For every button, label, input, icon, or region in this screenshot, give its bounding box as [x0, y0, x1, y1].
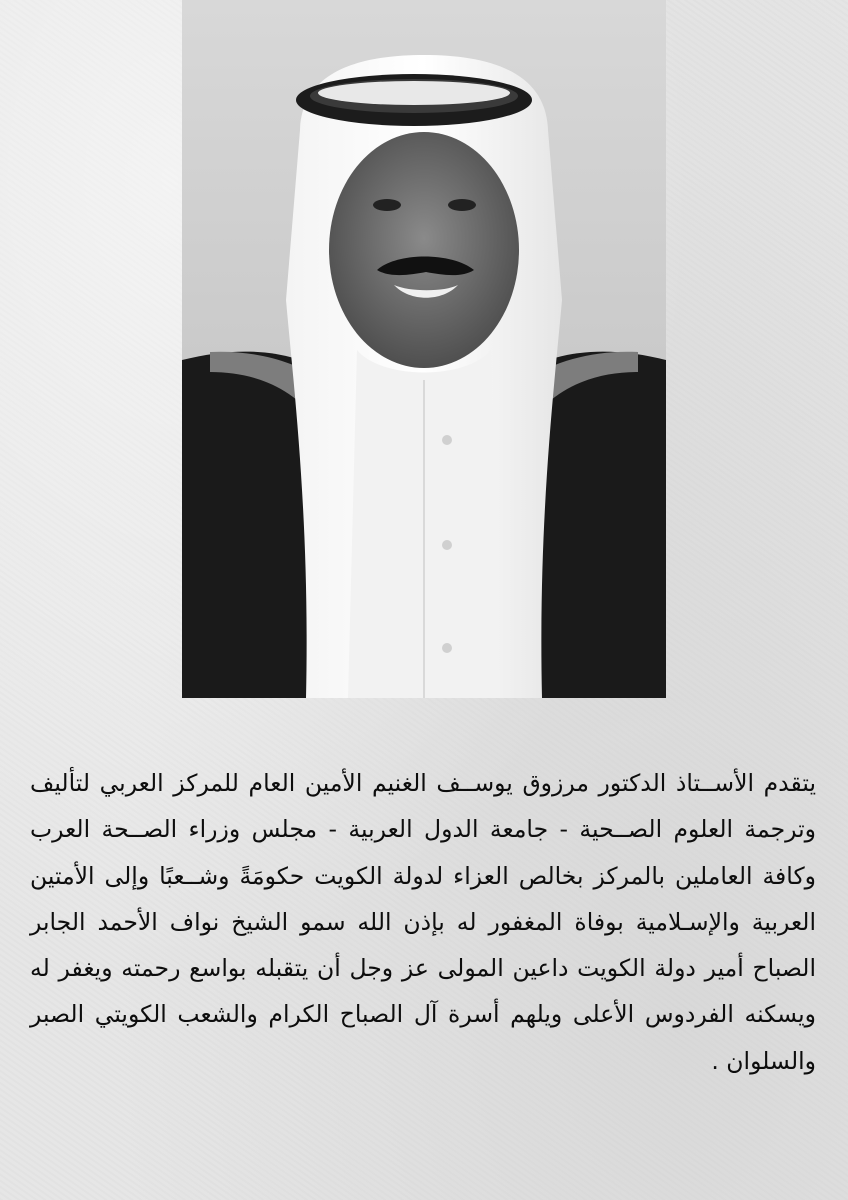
condolence-message: يتقدم الأســتاذ الدكتور مرزوق يوســف الغنيم الأمين العام للمركز العربي لتأليف وترجمة العلوم الصــحية - جامعة الدول العربية - مجلس وزراء الصــحة العرب وكافة العاملين بالمركز بخالص العزاء لدولة الكويت حكومَةً وشــعبًا وإلى الأمتين العربية والإسـلامية بوفاة المغفور له بإذن الله سمو الشيخ نواف الأحمد الجابر الصباح أمير دولة الكويت داعين المولى عز وجل أن يتقبله بواسع رحمته ويغفر له ويسكنه الفردوس الأعلى ويلهم أسرة آل الصباح الكرام والشعب الكويتي الصبر والسلوان . [30, 769, 816, 1075]
portrait-illustration [182, 0, 666, 698]
portrait-photo [182, 0, 666, 698]
